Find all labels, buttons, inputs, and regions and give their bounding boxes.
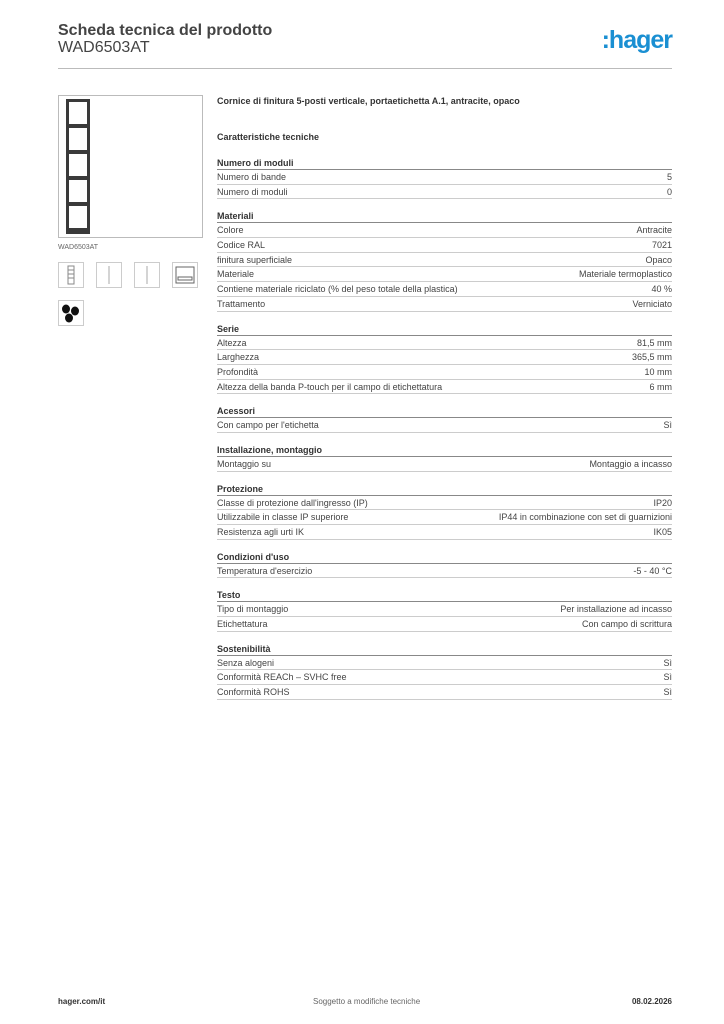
spec-row — [217, 564, 672, 579]
spec-label: Montaggio su — [217, 458, 272, 469]
spec-value: IP44 in combinazione con set di guarnizioni — [498, 512, 672, 523]
spec-value: Con campo di scrittura — [581, 619, 672, 630]
spec-row — [217, 267, 672, 282]
spec-section — [217, 550, 672, 579]
spec-label: Classe di protezione dall'ingresso (IP) — [217, 497, 368, 508]
spec-value: IK05 — [653, 527, 672, 537]
spec-content — [217, 96, 672, 710]
section-title: Testo — [217, 588, 672, 602]
spec-label: Conformità REACh – SVHC free — [217, 672, 347, 683]
spec-value: 365,5 mm — [631, 352, 672, 363]
spec-row — [217, 170, 672, 185]
spec-row — [217, 336, 672, 351]
spec-section — [217, 482, 672, 540]
spec-value: Opaco — [645, 254, 672, 265]
spec-label: Colore — [217, 225, 244, 236]
spec-label: finitura superficiale — [217, 254, 293, 265]
spec-label: Trattamento — [217, 298, 266, 309]
spec-row — [217, 670, 672, 685]
spec-row — [217, 365, 672, 380]
spec-label: Etichettatura — [217, 619, 268, 630]
spec-row — [217, 656, 672, 671]
spec-row — [217, 282, 672, 297]
spec-value: Sì — [663, 657, 672, 668]
spec-value: 6 mm — [649, 381, 672, 392]
spec-row — [217, 602, 672, 617]
spec-value: 7021 — [651, 240, 672, 251]
spec-label: Materiale — [217, 269, 255, 280]
spec-label: Contiene materiale riciclato (% del peso totale della plastica) — [217, 284, 458, 295]
spec-label: Numero di moduli — [217, 186, 288, 197]
spec-value: Materiale termoplastico — [578, 269, 672, 280]
spec-label: Conformità ROHS — [217, 687, 290, 698]
spec-row — [217, 380, 672, 395]
section-title: Sostenibilità — [217, 642, 672, 656]
spec-value: -5 - 40 °C — [633, 565, 672, 576]
feature-icons — [58, 262, 198, 288]
water-drops-icon — [58, 300, 84, 326]
spec-row — [217, 525, 672, 540]
product-image — [58, 95, 203, 238]
spec-section — [217, 209, 672, 311]
spec-label: Utilizzabile in classe IP superiore — [217, 512, 349, 523]
product-code: WAD6503AT — [58, 39, 150, 56]
spec-value: Sì — [663, 672, 672, 683]
spec-label: Profondità — [217, 366, 259, 377]
spec-section — [217, 642, 672, 700]
spec-row — [217, 238, 672, 253]
hager-logo: :hager — [601, 26, 672, 54]
spec-row — [217, 253, 672, 268]
spec-value: Antracite — [636, 225, 672, 236]
spec-row — [217, 418, 672, 433]
spec-value: 40 % — [651, 284, 672, 295]
spec-row — [217, 223, 672, 238]
section-title: Acessori — [217, 404, 672, 418]
spec-section — [217, 404, 672, 433]
footer-website[interactable]: hager.com/it — [58, 997, 106, 1006]
spec-row — [217, 297, 672, 312]
spec-section — [217, 322, 672, 395]
line-icon — [96, 262, 122, 288]
spec-row — [217, 185, 672, 200]
footer-note: Soggetto a modifiche tecniche — [313, 997, 421, 1006]
spec-row — [217, 685, 672, 700]
spec-section — [217, 443, 672, 472]
spec-label: Con campo per l'etichetta — [217, 420, 319, 431]
section-title: Numero di moduli — [217, 156, 672, 170]
section-title: Protezione — [217, 482, 672, 496]
product-description: Cornice di finitura 5-posti verticale, portaetichetta A.1, antracite, opaco — [217, 96, 520, 106]
section-title: Materiali — [217, 209, 672, 223]
label-strip-icon — [58, 262, 84, 288]
spec-value: Sì — [663, 420, 672, 431]
spec-label: Larghezza — [217, 352, 260, 363]
flush-mount-icon — [172, 262, 198, 288]
spec-row — [217, 350, 672, 365]
section-title: Condizioni d'uso — [217, 550, 672, 564]
spec-label: Temperatura d'esercizio — [217, 565, 313, 576]
spec-value: Per installazione ad incasso — [560, 604, 672, 615]
spec-label: Tipo di montaggio — [217, 604, 289, 615]
spec-value: 5 — [666, 172, 672, 182]
image-caption: WAD6503AT — [58, 244, 99, 251]
spec-section — [217, 156, 672, 199]
spec-label: Codice RAL — [217, 240, 266, 251]
line-icon — [134, 262, 160, 288]
section-title: Installazione, montaggio — [217, 443, 672, 457]
spec-row — [217, 457, 672, 472]
spec-value: Montaggio a incasso — [589, 458, 672, 469]
page-title: Scheda tecnica del prodotto — [58, 22, 273, 39]
spec-value: 81,5 mm — [636, 337, 672, 348]
spec-label: Numero di bande — [217, 172, 287, 182]
spec-row — [217, 496, 672, 511]
spec-label: Senza alogeni — [217, 657, 275, 668]
spec-value: IP20 — [653, 497, 672, 508]
spec-label: Altezza della banda P-touch per il campo di etichettatura — [217, 381, 443, 392]
spec-row — [217, 510, 672, 525]
spec-heading: Caratteristiche tecniche — [217, 132, 320, 142]
section-title: Serie — [217, 322, 672, 336]
frame-drawing — [66, 99, 90, 234]
spec-value: 0 — [666, 186, 672, 197]
spec-value: Sì — [663, 687, 672, 698]
spec-row — [217, 617, 672, 632]
spec-label: Resistenza agli urti IK — [217, 527, 305, 537]
spec-label: Altezza — [217, 337, 247, 348]
footer-date: 08.02.2026 — [631, 997, 672, 1006]
spec-value: Verniciato — [632, 298, 672, 309]
spec-section — [217, 588, 672, 631]
header-divider — [58, 68, 672, 69]
spec-value: 10 mm — [644, 366, 672, 377]
